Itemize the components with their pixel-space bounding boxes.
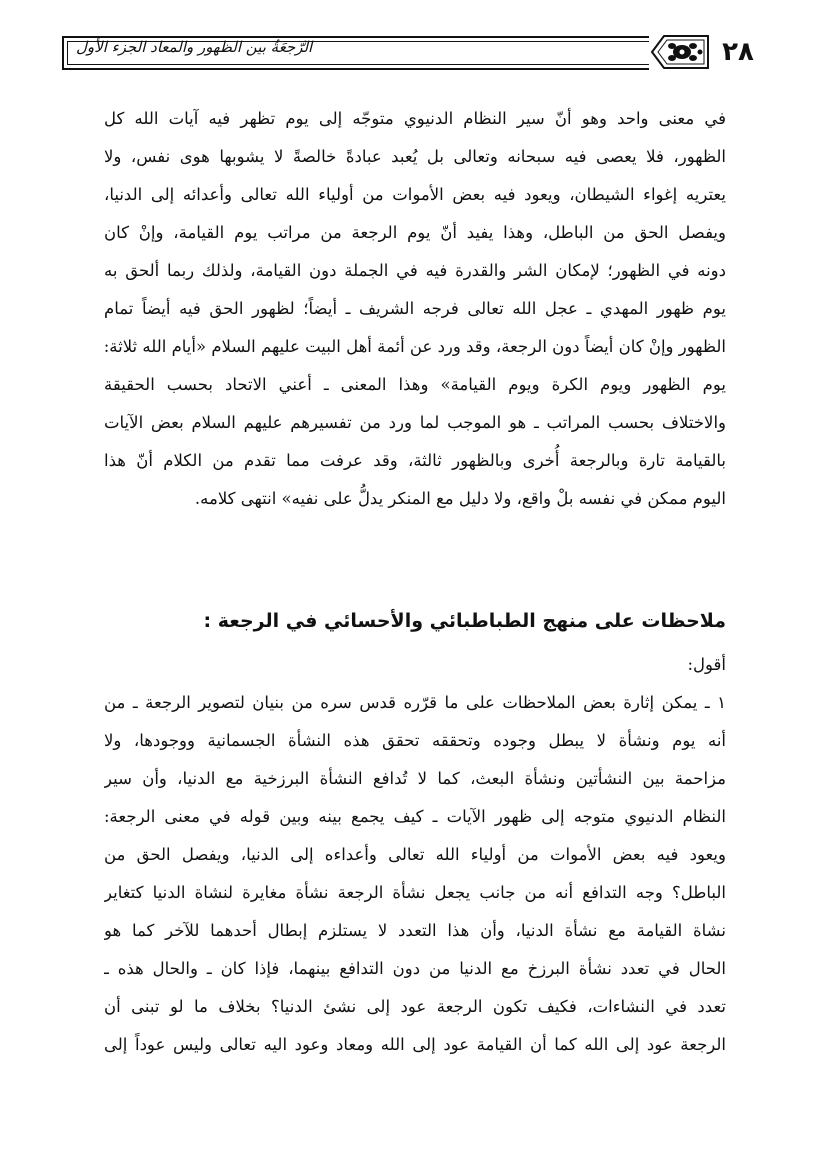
lead-in-text: أقول: <box>687 655 726 674</box>
text-line: الظهور، فلا يعصى فيه سبحانه وتعالى بل يُعبد عبادةً خالصةً لا يشوبها هوى نفس، ولا <box>104 147 726 166</box>
section-heading: ملاحظات على منهج الطباطبائي والأحسائي في الرجعة : <box>203 610 726 632</box>
paragraph-1 <box>104 100 726 518</box>
text-line: يوم الظهور ويوم الكرة ويوم القيامة» وهذا المعنى ـ أعني الاتحاد بحسب الحقيقة <box>104 375 726 394</box>
text-line: بالقيامة تارة وبالرجعة أُخرى وبالظهور ثالثة، وقد عرفت مما تقدم من الكلام أنّ هذا <box>104 451 726 470</box>
text-line: نشاة القيامة مع نشأة الدنيا، وأن هذا التعدد لا يستلزم إبطال أحدهما للآخر كما هو <box>104 921 726 940</box>
text-line: ويفصل الحق من الباطل، وهذا يفيد أنّ يوم الرجعة من مراتب يوم القيامة، وإنْ كان <box>104 223 726 242</box>
floral-ornament-icon <box>650 32 710 72</box>
text-line: ١ ـ يمكن إثارة بعض الملاحظات على ما قرّره قدس سره من بنيان لتصوير الرجعة ـ من <box>104 693 726 712</box>
text-line: اليوم ممكن في نفسه بلْ واقع، ولا دليل مع المنكر يدلُّ على نفيه» انتهى كلامه. <box>194 489 726 508</box>
text-line: ويعود فيه بعض الأموات من أولياء الله تعالى وأعداءه إلى الدنيا، ويفصل الحق من <box>104 845 726 864</box>
running-header <box>62 30 762 74</box>
text-line: مزاحمة بين النشأتين ونشأة البعث، كما لا تُدافع النشأة البرزخية مع الدنيا، وأن سير <box>104 769 726 788</box>
text-line: الحال في تعدد نشأة البرزخ مع الدنيا من دون التدافع بينهما، فإذا كان ـ والحال هذه ـ <box>104 959 726 978</box>
text-line: والاختلاف بحسب المراتب ـ هو الموجب لما ورد من تفسيرهم عليهم السلام بعض الآيات <box>104 413 726 432</box>
text-line: أنه يوم ونشأة لا يبطل وجوده وتحققه تحقق هذه النشأة الجسمانية ووجودها، ولا <box>104 731 726 750</box>
text-line: يوم ظهور المهدي ـ عجل الله تعالى فرجه الشريف ـ أيضاً؛ لظهور الحق فيه أيضاً تمام <box>104 299 726 318</box>
page-number: ٢٨ <box>722 37 754 67</box>
running-title: الرَّجعَةُ بين الظهور والمعاد الجزء الأول <box>76 38 313 56</box>
text-line: يعتريه إغواء الشيطان، ويعود فيه بعض الأموات من أولياء الله تعالى وأعدائه إلى الدنيا، <box>104 185 726 204</box>
text-line: في معنى واحد وهو أنّ سير النظام الدنيوي متوجّه إلى يوم تظهر فيه آيات الله كل <box>104 109 726 128</box>
text-line: تعدد في النشاءات، فكيف تكون الرجعة عود إلى نشئ الدنيا؟ بخلاف ما لو تبنى أن <box>104 997 726 1016</box>
text-line: الرجعة عود إلى الله كما أن القيامة عود إلى الله ومعاد وعود اليه تعالى وليس عوداً إلى <box>104 1035 726 1054</box>
text-line: الباطل؟ وجه التدافع أنه من جانب يجعل نشأة الرجعة نشأة مغايرة لنشاة الدنيا كتغاير <box>104 883 726 902</box>
text-line: الظهور وإنْ كان أيضاً دون الرجعة، وقد ورد عن أئمة أهل البيت عليهم السلام «أيام الله ثلاثة: <box>104 337 726 356</box>
text-line: النظام الدنيوي متوجه إلى ظهور الآيات ـ كيف يجمع بينه وبين قوله في معنى الرجعة: <box>104 807 726 826</box>
text-line: دونه في الظهور؛ لإمكان الشر والقدرة فيه في الجملة دون القيامة، ولذلك ربما ألحق به <box>104 261 726 280</box>
paragraph-2 <box>104 684 726 1064</box>
